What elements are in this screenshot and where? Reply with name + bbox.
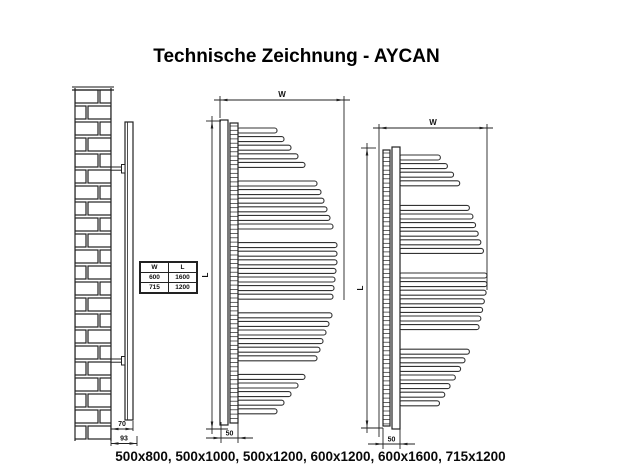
collector-dim-label: 50 xyxy=(225,430,234,438)
dim-arrow xyxy=(126,428,134,431)
radiator-tube xyxy=(399,325,479,330)
dim-arrow xyxy=(130,442,138,445)
dim-arrow xyxy=(111,428,119,431)
size-table-cell: 715 xyxy=(140,283,169,294)
side-view xyxy=(63,87,148,446)
radiator-tube xyxy=(237,286,334,291)
radiator-tube xyxy=(237,260,337,265)
radiator-tube xyxy=(399,401,439,406)
brick xyxy=(75,186,98,199)
brick xyxy=(75,218,98,231)
radiator-tube xyxy=(399,384,450,389)
radiator-tube xyxy=(399,290,486,295)
page-title: Technische Zeichnung - AYCAN xyxy=(153,46,440,67)
collector-plain xyxy=(220,120,228,425)
size-table-row xyxy=(140,283,197,294)
brick xyxy=(75,90,98,103)
radiator-tube xyxy=(399,307,483,312)
radiator-tube xyxy=(399,273,487,278)
brick xyxy=(113,106,136,119)
brick xyxy=(75,378,98,391)
radiator-tube xyxy=(237,330,326,335)
dim-arrow xyxy=(376,443,384,446)
brick xyxy=(88,298,111,311)
size-table-header-w: W xyxy=(140,262,169,273)
front-view-wide xyxy=(356,118,493,449)
radiator-tube xyxy=(237,313,332,318)
radiator-tube xyxy=(399,231,478,236)
brick xyxy=(75,282,98,295)
brick xyxy=(88,170,111,183)
radiator-tube xyxy=(399,366,461,371)
radiator-tube xyxy=(399,240,481,245)
size-table-cell: 600 xyxy=(140,273,169,283)
sizes-caption: 500x800, 500x1000, 500x1200, 600x1200, 600x1600, 715x1200 xyxy=(115,449,506,464)
brick xyxy=(75,346,98,359)
dim-arrow xyxy=(337,99,345,102)
radiator-tube xyxy=(399,155,440,160)
collector-plain xyxy=(392,147,400,429)
radiator-tube xyxy=(237,162,305,167)
dim-arrow xyxy=(366,421,369,429)
radiator-tube xyxy=(237,392,291,397)
collector-dimension xyxy=(206,422,253,443)
radiator-tube xyxy=(237,347,320,352)
radiator-tube xyxy=(237,154,298,159)
width-dim-label: W xyxy=(278,90,286,99)
width-dim-label: W xyxy=(429,118,437,127)
brick xyxy=(88,202,111,215)
size-table xyxy=(139,261,198,294)
collector-dimension xyxy=(368,428,415,449)
brick xyxy=(88,330,111,343)
radiator-tube xyxy=(399,282,487,287)
radiator-tube xyxy=(237,277,335,282)
brick-wall xyxy=(63,90,148,439)
radiator-tube xyxy=(399,392,445,397)
collector-dim-label: 50 xyxy=(387,436,396,444)
brick xyxy=(88,266,111,279)
dim-arrow xyxy=(220,99,228,102)
radiator-tube xyxy=(237,383,298,388)
radiator-tube xyxy=(237,215,330,220)
dim-arrow xyxy=(366,148,369,156)
length-dim-label: L xyxy=(356,285,365,291)
radiator-tube xyxy=(399,205,469,210)
radiator-tube xyxy=(237,128,277,133)
brick xyxy=(88,362,111,375)
radiator-tube xyxy=(237,198,324,203)
radiator-tube xyxy=(399,299,484,304)
radiator-tube xyxy=(399,214,473,219)
brick xyxy=(75,154,98,167)
radiator-tube xyxy=(237,207,327,212)
radiator-tube xyxy=(399,349,469,354)
radiator-tube xyxy=(399,223,476,228)
radiator-tube xyxy=(237,251,337,256)
brick xyxy=(75,122,98,135)
radiator-tube xyxy=(399,358,465,363)
radiator-tube xyxy=(237,374,305,379)
bracket-plate xyxy=(122,165,126,174)
dim-arrow xyxy=(480,127,488,130)
radiator-tube xyxy=(237,190,321,195)
dim-arrow xyxy=(400,443,408,446)
dim-arrow xyxy=(379,127,387,130)
dim-arrow xyxy=(111,442,119,445)
brick xyxy=(75,410,98,423)
dim-arrow xyxy=(211,422,214,430)
brick xyxy=(88,394,111,407)
front-view-large xyxy=(201,90,350,443)
radiator-tube xyxy=(237,400,284,405)
radiator-tube xyxy=(399,164,447,169)
dim-arrow xyxy=(211,121,214,129)
length-dim-label: L xyxy=(201,272,210,278)
radiator-tube xyxy=(237,145,291,150)
radiator-tube xyxy=(237,409,277,414)
brick xyxy=(88,426,111,439)
radiator-tube xyxy=(237,137,284,142)
brick xyxy=(125,90,148,103)
radiator-tube xyxy=(237,356,317,361)
brick xyxy=(88,234,111,247)
size-table-cell: 1200 xyxy=(169,283,198,294)
radiator-tube xyxy=(237,321,329,326)
radiator-profile xyxy=(125,122,133,420)
collector-hatched xyxy=(230,123,238,423)
dim-arrow xyxy=(214,437,222,440)
depth-dim-93-label: 93 xyxy=(120,435,128,443)
radiator-tube xyxy=(237,181,317,186)
radiator-tube xyxy=(237,339,323,344)
side-depth-dimensions xyxy=(111,421,137,446)
radiator-tube xyxy=(399,375,455,380)
radiator-tube xyxy=(399,172,454,177)
size-table-row xyxy=(140,273,197,283)
depth-dim-70-label: 70 xyxy=(118,421,126,428)
radiator-tube xyxy=(237,224,333,229)
brick xyxy=(75,250,98,263)
brick xyxy=(75,314,98,327)
radiator-tube xyxy=(237,243,337,248)
brick xyxy=(88,106,111,119)
radiator-tube xyxy=(237,294,333,299)
radiator-tube xyxy=(399,316,481,321)
size-table-header-row xyxy=(140,262,197,273)
brick xyxy=(88,138,111,151)
radiator-tube xyxy=(399,181,460,186)
size-table-header-l: L xyxy=(169,262,198,273)
size-table-cell: 1600 xyxy=(169,273,198,283)
dim-arrow xyxy=(238,437,246,440)
radiator-tube xyxy=(237,268,336,273)
radiator-tube xyxy=(399,248,483,253)
bracket-plate xyxy=(122,357,126,366)
